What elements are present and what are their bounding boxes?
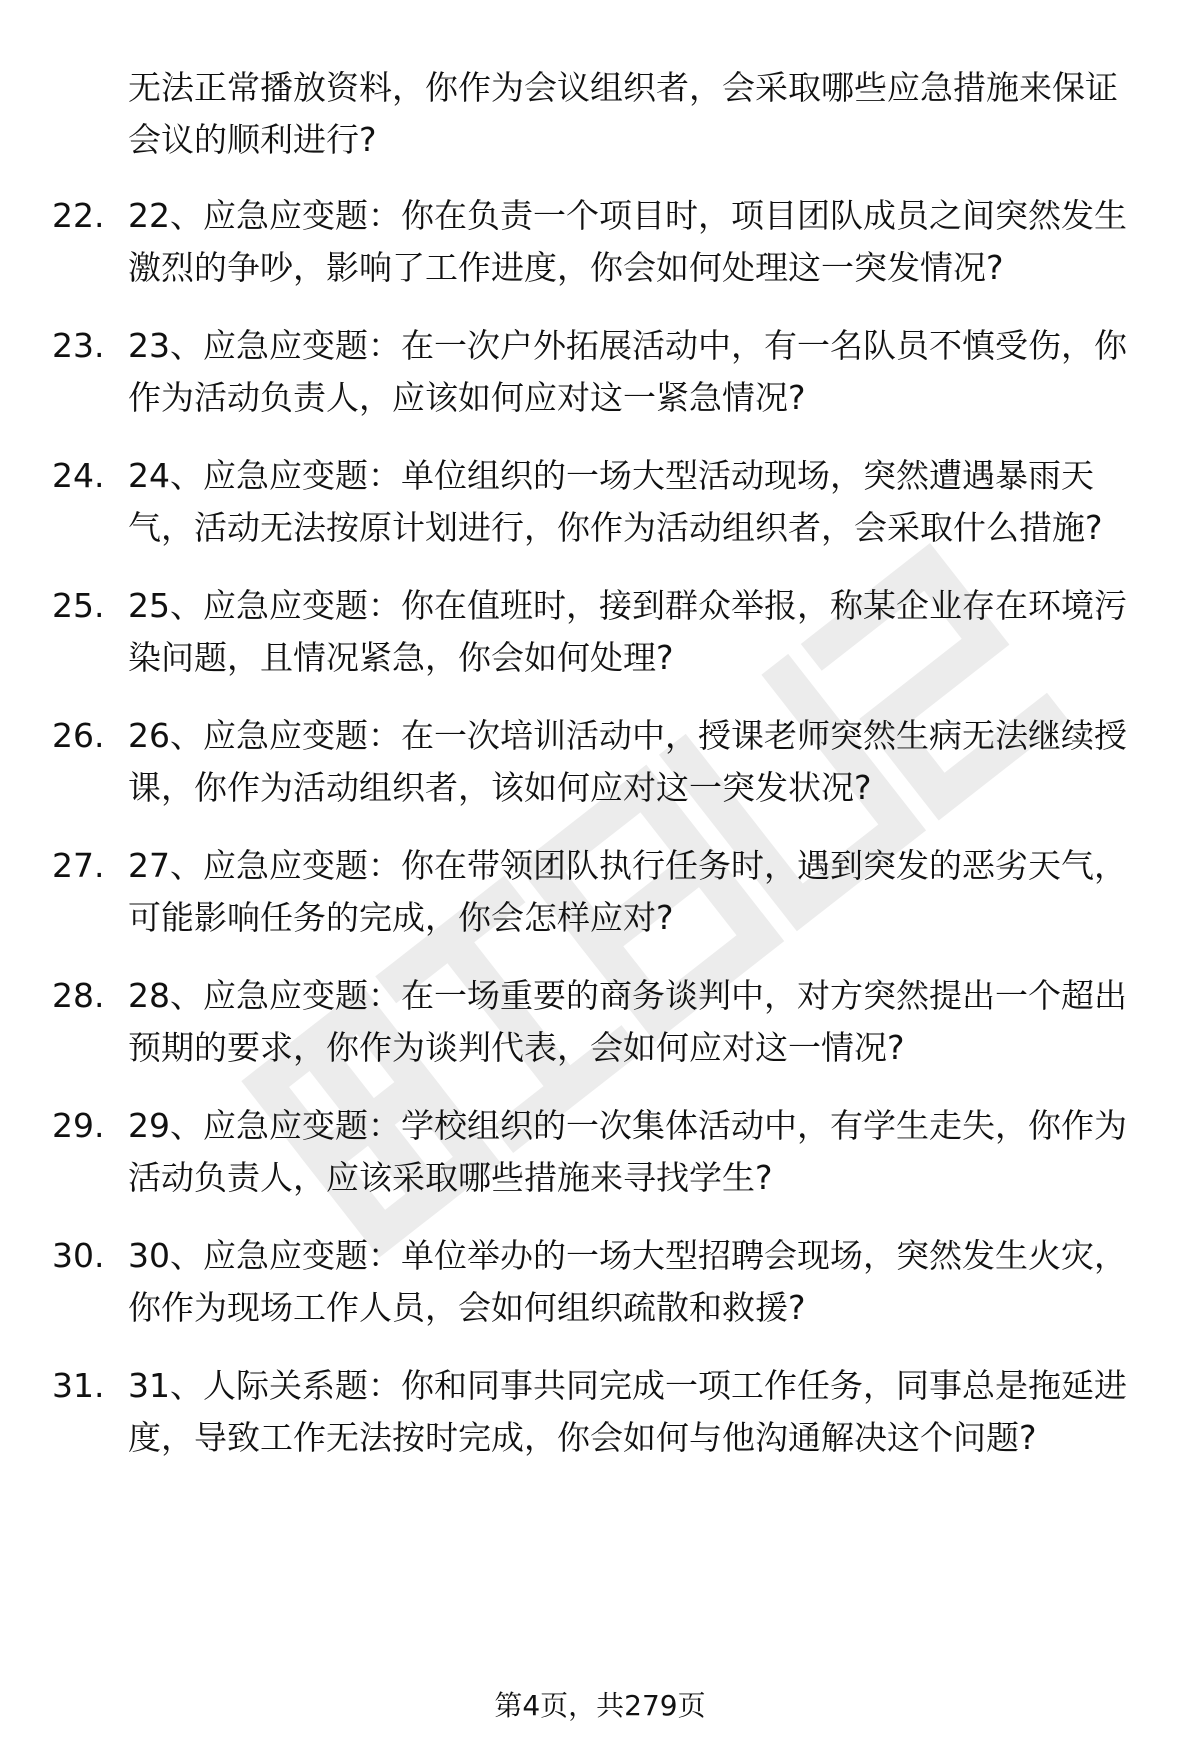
question-number: 29. — [52, 1106, 105, 1145]
question-text: 29、应急应变题：学校组织的一次集体活动中，有学生走失，你作为活动负责人，应该采取哪些措施来寻找学生? — [128, 1106, 1127, 1197]
question-number: 31. — [52, 1366, 105, 1405]
question-text: 27、应急应变题：你在带领团队执行任务时，遇到突发的恶劣天气，可能影响任务的完成，你会怎样应对? — [128, 846, 1127, 937]
question-number: 26. — [52, 716, 105, 755]
question-item-26 — [0, 710, 1200, 814]
question-number: 24. — [52, 456, 105, 495]
question-number: 23. — [52, 326, 105, 365]
question-number: 30. — [52, 1236, 105, 1275]
question-text: 23、应急应变题：在一次户外拓展活动中，有一名队员不慎受伤，你作为活动负责人，应该如何应对这一紧急情况? — [128, 326, 1127, 417]
question-text: 25、应急应变题：你在值班时，接到群众举报，称某企业存在环境污染问题，且情况紧急，你会如何处理? — [128, 586, 1127, 677]
question-item-25 — [0, 580, 1200, 684]
question-list — [0, 190, 1200, 1490]
question-item-30 — [0, 1230, 1200, 1334]
question-item-22 — [0, 190, 1200, 294]
question-number: 27. — [52, 846, 105, 885]
question-item-27 — [0, 840, 1200, 944]
question-text: 26、应急应变题：在一次培训活动中，授课老师突然生病无法继续授课，你作为活动组织者，该如何应对这一突发状况? — [128, 716, 1127, 807]
question-text: 30、应急应变题：单位举办的一场大型招聘会现场，突然发生火灾，你作为现场工作人员，会如何组织疏散和救援? — [128, 1236, 1127, 1327]
continuation-text: 无法正常播放资料，你作为会议组织者，会采取哪些应急措施来保证会议的顺利进行? — [128, 68, 1118, 159]
question-number: 28. — [52, 976, 105, 1015]
question-item-31 — [0, 1360, 1200, 1464]
question-number: 22. — [52, 196, 105, 235]
question-text: 28、应急应变题：在一场重要的商务谈判中，对方突然提出一个超出预期的要求，你作为谈判代表，会如何应对这一情况? — [128, 976, 1127, 1067]
question-item-23 — [0, 320, 1200, 424]
page-footer: 第4页，共279页 — [494, 1689, 706, 1722]
question-text: 31、人际关系题：你和同事共同完成一项工作任务，同事总是拖延进度，导致工作无法按时完成，你会如何与他沟通解决这个问题? — [128, 1366, 1127, 1457]
question-item-29 — [0, 1100, 1200, 1204]
question-number: 25. — [52, 586, 105, 625]
question-text: 24、应急应变题：单位组织的一场大型活动现场，突然遭遇暴雨天气，活动无法按原计划进行，你作为活动组织者，会采取什么措施? — [128, 456, 1103, 547]
question-text: 22、应急应变题：你在负责一个项目时，项目团队成员之间突然发生激烈的争吵，影响了工作进度，你会如何处理这一突发情况? — [128, 196, 1127, 287]
question-item-28 — [0, 970, 1200, 1074]
question-item-24 — [0, 450, 1200, 554]
